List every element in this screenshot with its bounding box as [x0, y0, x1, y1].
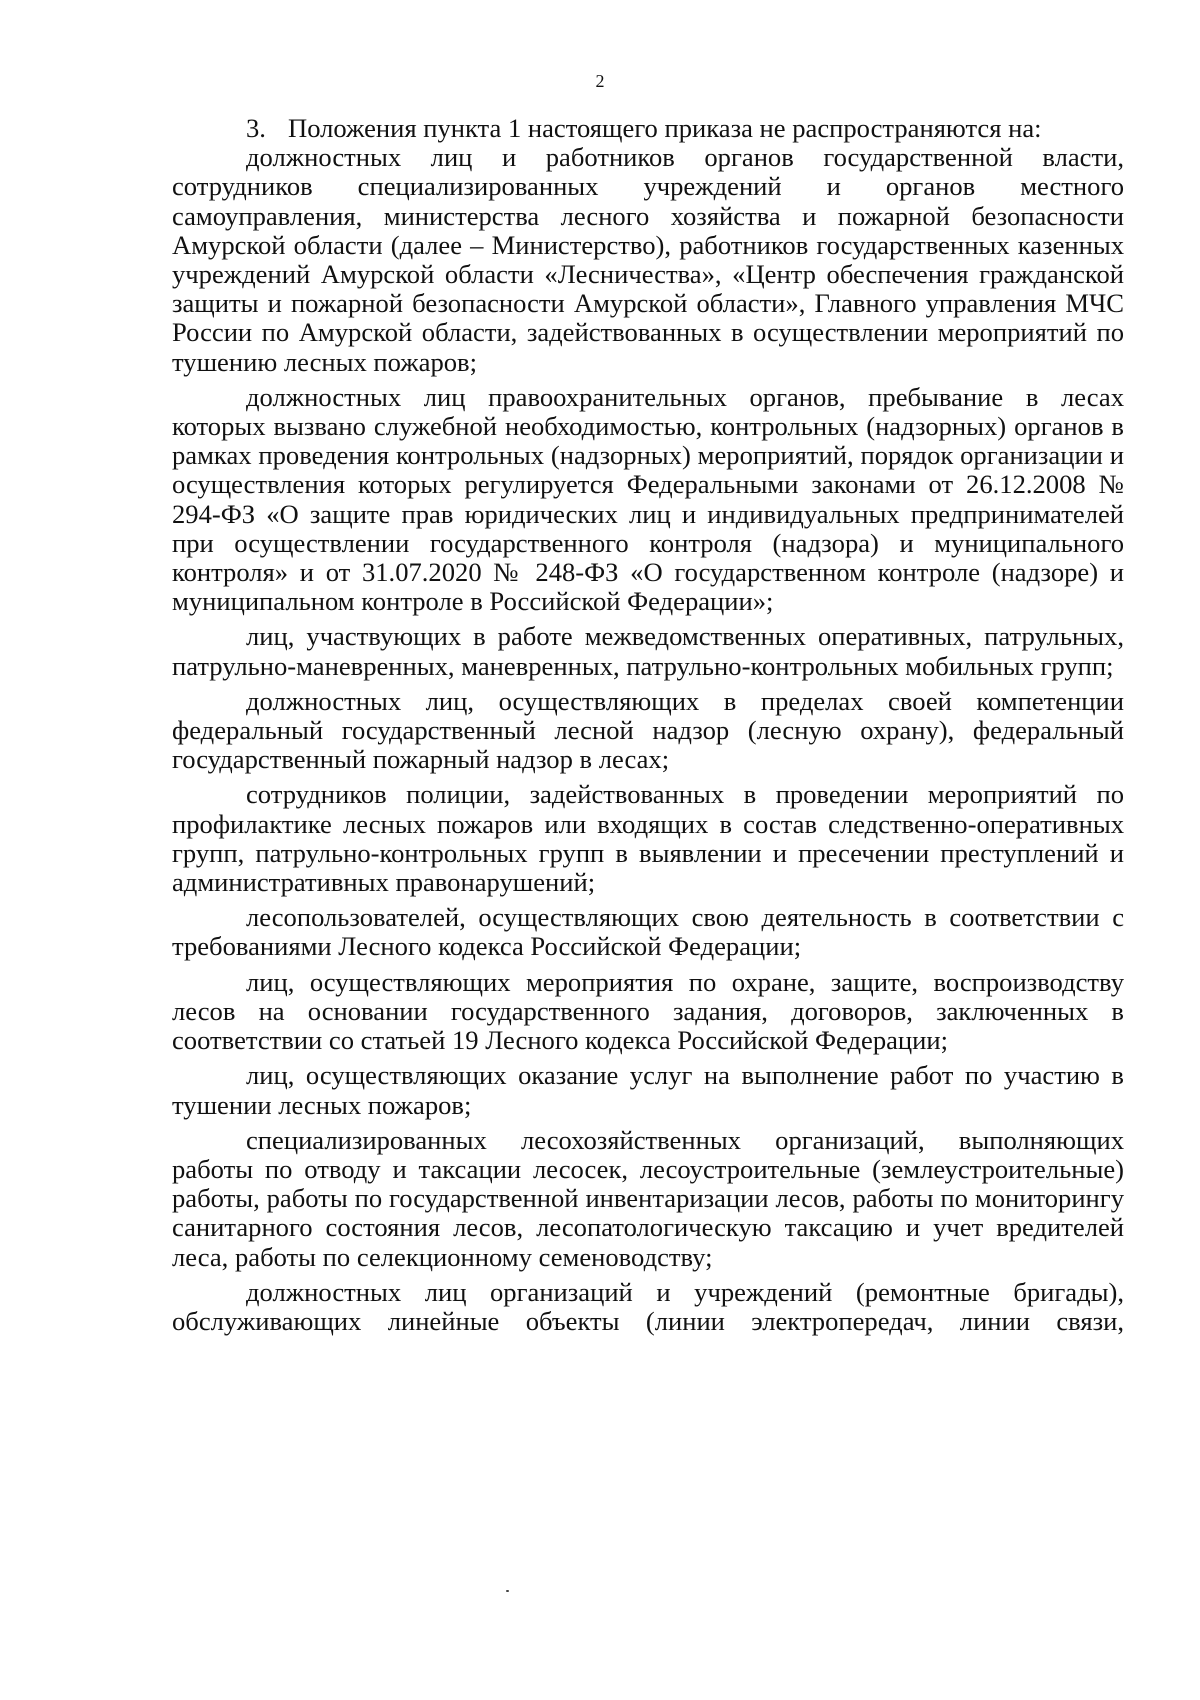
paragraph-forest-users: лесопользователей, осуществляющих свою деятельность в соответствии с требованиями Лесного кодекса Российской Федерации;	[172, 902, 1124, 962]
paragraph-forestry-organizations: специализированных лесохозяйственных организаций, выполняющих работы по отводу и таксации лесосек, лесоустроительные (землеустроительные) работы, работы по государственной инвентаризации лесов, работы по мониторингу санитарного состояния лесов, лесопатологическую таксацию и учет вредителей леса, работы по селекционному семеноводству;	[172, 1124, 1124, 1272]
paragraph-clause-3	[172, 114, 1124, 143]
scan-artifact-dot	[506, 1590, 509, 1592]
paragraph-forest-supervision-officials: должностных лиц, осуществляющих в пределах своей компетенции федеральный государственный лесной надзор (лесную охрану), федеральный государственный пожарный надзор в лесах;	[172, 685, 1124, 775]
clause-text: Положения пункта 1 настоящего приказа не распространяются на:	[288, 113, 1042, 143]
paragraph-interagency-groups: лиц, участвующих в работе межведомственных оперативных, патрульных, патрульно-маневренных, маневренных, патрульно-контрольных мобильных групп;	[172, 621, 1124, 681]
paragraph-law-enforcement-officials: должностных лиц правоохранительных органов, пребывание в лесах которых вызвано служебной необходимостью, контрольных (надзорных) органов в рамках проведения контрольных (надзорных) мероприятий, порядок организации и осуществления которых регулируется Федеральными законами от 26.12.2008 № 294-ФЗ «О защите прав юридических лиц и индивидуальных предпринимателей при осуществлении государственного контроля (надзора) и муниципального контроля» и от 31.07.2020 № 248-ФЗ «О государственном контроле (надзоре) и муниципальном контроле в Российской Федерации»;	[172, 381, 1124, 617]
paragraph-forest-protection-persons: лиц, осуществляющих мероприятия по охране, защите, воспроизводству лесов на основании государственного задания, договоров, заключенных в соответствии со статьей 19 Лесного кодекса Российской Федерации;	[172, 966, 1124, 1056]
paragraph-repair-crews: должностных лиц организаций и учреждений (ремонтные бригады), обслуживающих линейные объекты (линии электропередач, линии связи,	[172, 1276, 1124, 1336]
paragraph-police-officers: сотрудников полиции, задействованных в проведении мероприятий по профилактике лесных пожаров или входящих в состав следственно-оперативных групп, патрульно-контрольных групп в выявлении и пресечении преступлений и административных правонарушений;	[172, 779, 1124, 898]
document-body	[172, 114, 1124, 1342]
paragraph-firefighting-service-persons: лиц, осуществляющих оказание услуг на выполнение работ по участию в тушении лесных пожаров;	[172, 1060, 1124, 1120]
paragraph-government-officials: должностных лиц и работников органов государственной власти, сотрудников специализированных учреждений и органов местного самоуправления, министерства лесного хозяйства и пожарной безопасности Амурской области (далее – Министерство), работников государственных казенных учреждений Амурской области «Лесничества», «Центр обеспечения гражданской защиты и пожарной безопасности Амурской области», Главного управления МЧС России по Амурской области, задействованных в осуществлении мероприятий по тушению лесных пожаров;	[172, 142, 1124, 377]
page-number: 2	[595, 71, 605, 91]
clause-number: 3.	[246, 113, 266, 143]
